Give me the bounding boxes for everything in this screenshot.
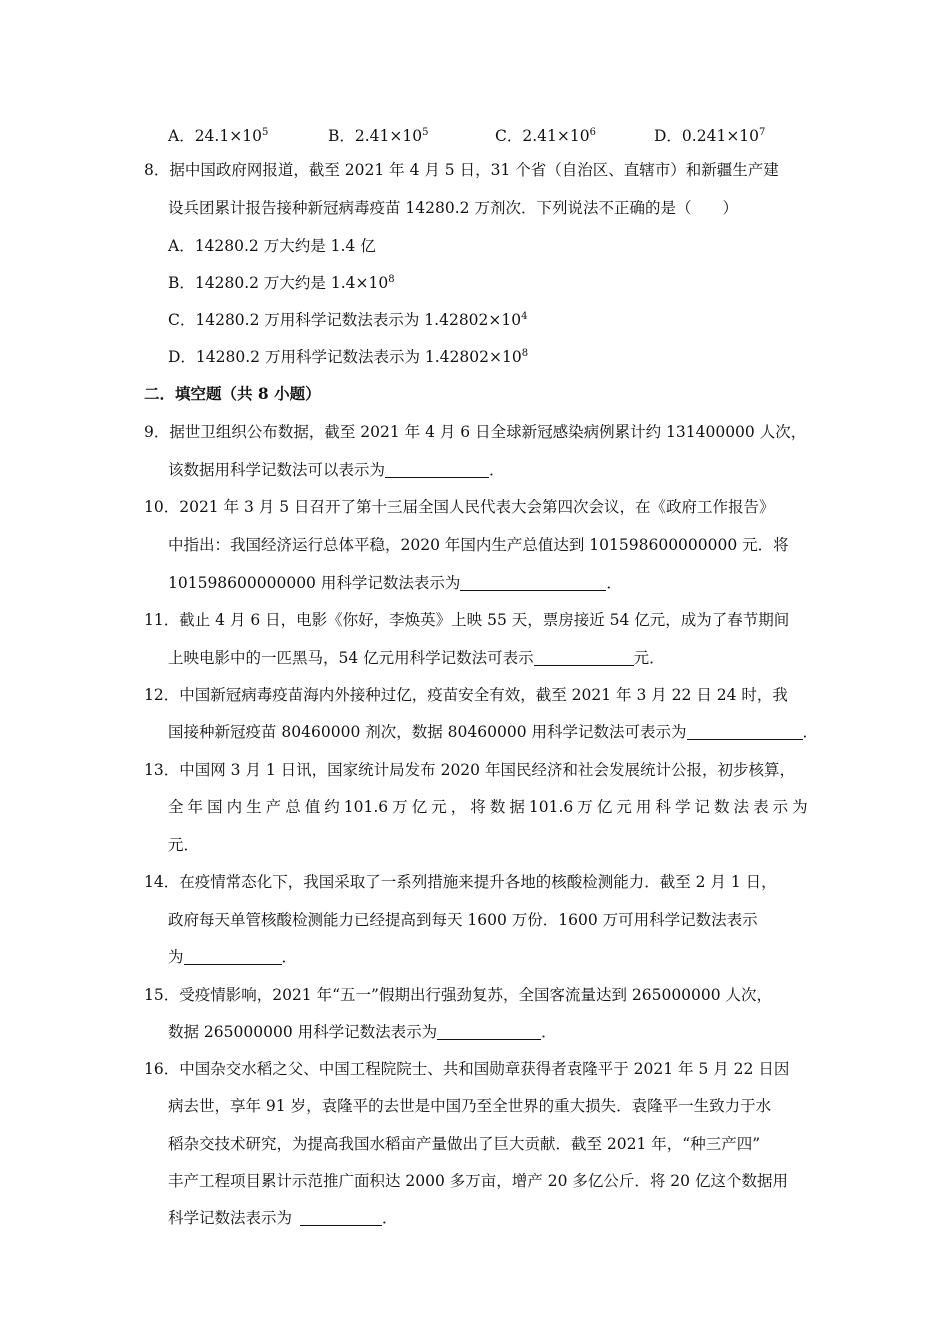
q10-stem-line2: 中指出：我国经济运行总体平稳，2020 年国内生产总值达到 101598600000000 元．将: [168, 536, 789, 554]
q9-stem-line1: 9．据世卫组织公布数据，截至 2021 年 4 月 6 日全球新冠感染病例累计约 131400000 人次，: [144, 423, 807, 441]
q13-stem-line3: 元．: [168, 836, 200, 854]
q16-stem-line5: 科学记数法表示为 ．: [168, 1209, 398, 1227]
q7-option-a[interactable]: A．$24.1\times 10^5$: [168, 127, 269, 145]
section-fill-in-heading: 二．填空题（共 8 小题）: [144, 384, 321, 403]
q15-stem-line2: 数据 265000000 用科学记数法表示为 ．: [168, 1023, 557, 1041]
q16-stem-line4: 丰产工程项目累计示范推广面积达 2000 多万亩，增产 20 多亿公斤．将 20 亿这个数据用: [168, 1172, 788, 1190]
q11-stem-line1: 11．截止 4 月 6 日，电影《你好，李焕英》上映 55 天，票房接近 54 亿元，成为了春节期间: [144, 611, 790, 629]
q9-stem-line2: 该数据用科学记数法可以表示为 ．: [168, 461, 505, 479]
q16-stem-line3: 稻杂交技术研究，为提高我国水稻亩产量做出了巨大贡献．截至 2021 年，“种三产四”: [168, 1135, 761, 1153]
q16-stem-line1: 16．中国杂交水稻之父、中国工程院院士、共和国勋章获得者袁隆平于 2021 年 5 月 22 日因: [144, 1060, 790, 1078]
q8-stem-line1: 8．据中国政府网报道，截至 2021 年 4 月 5 日，31 个省（自治区、直辖市）和新疆生产建: [144, 161, 779, 179]
q7-option-c[interactable]: C．$2.41\times 10^6$: [495, 127, 596, 145]
q8-option-d[interactable]: D．14280.2 万用科学记数法表示为 $1.42802\times 10^8$: [168, 348, 529, 366]
q11-answer-blank[interactable]: [534, 651, 634, 666]
q12-answer-blank[interactable]: [687, 725, 803, 740]
q10-stem-line1: 10．2021 年 3 月 5 日召开了第十三届全国人民代表大会第四次会议，在《政府工作报告》: [144, 498, 775, 516]
q16-answer-blank[interactable]: [300, 1211, 382, 1226]
q8-option-c[interactable]: C．14280.2 万用科学记数法表示为 $1.42802\times 10^4$: [168, 311, 528, 329]
q13-stem-line2: 全 年 国 内 生 产 总 值 约 101.6 万 亿 元 ， 将 数 据 101.6 万 亿 元 用 科 学 记 数 法 表 示 为: [168, 798, 808, 816]
q14-stem-line1: 14．在疫情常态化下，我国采取了一系列措施来提升各地的核酸检测能力．截至 2 月 1 日，: [144, 873, 777, 891]
q7-option-b[interactable]: B．$2.41\times 10^5$: [328, 127, 429, 145]
q8-option-b[interactable]: B．14280.2 万大约是 $1.4\times 10^8$: [168, 274, 395, 292]
q13-stem-line1: 13．中国网 3 月 1 日讯，国家统计局发布 2020 年国民经济和社会发展统计公报，初步核算，: [144, 761, 795, 779]
q12-stem-line2: 国接种新冠疫苗 80460000 剂次，数据 80460000 用科学记数法可表示为 ．: [168, 723, 819, 741]
q15-answer-blank[interactable]: [437, 1025, 541, 1040]
q7-option-d[interactable]: D．$0.241\times 10^7$: [654, 127, 766, 145]
q14-stem-line2: 政府每天单管核酸检测能力已经提高到每天 1600 万份．1600 万可用科学记数法表示: [168, 911, 758, 929]
q7-options: [168, 124, 808, 148]
q10-stem-line3: 101598600000000 用科学记数法表示为 ．: [168, 574, 622, 592]
q14-stem-line3: 为 ．: [168, 948, 298, 966]
q11-stem-line2: 上映电影中的一匹黑马，54 亿元用科学记数法可表示 元．: [168, 649, 665, 667]
q8-stem-line2: 设兵团累计报告接种新冠病毒疫苗 14280.2 万剂次．下列说法不正确的是（ ）: [168, 199, 738, 217]
q16-stem-line2: 病去世，享年 91 岁，袁隆平的去世是中国乃至全世界的重大损失．袁隆平一生致力于水: [168, 1097, 772, 1115]
q10-answer-blank[interactable]: [460, 576, 606, 591]
q15-stem-line1: 15．受疫情影响，2021 年“五一”假期出行强劲复苏，全国客流量达到 265000000 人次，: [144, 986, 773, 1004]
q9-answer-blank[interactable]: [385, 463, 489, 478]
q14-answer-blank[interactable]: [184, 950, 282, 965]
q12-stem-line1: 12．中国新冠病毒疫苗海内外接种过亿，疫苗安全有效，截至 2021 年 3 月 22 日 24 时，我: [144, 686, 788, 704]
q8-option-a[interactable]: A．14280.2 万大约是 1.4 亿: [168, 237, 376, 255]
